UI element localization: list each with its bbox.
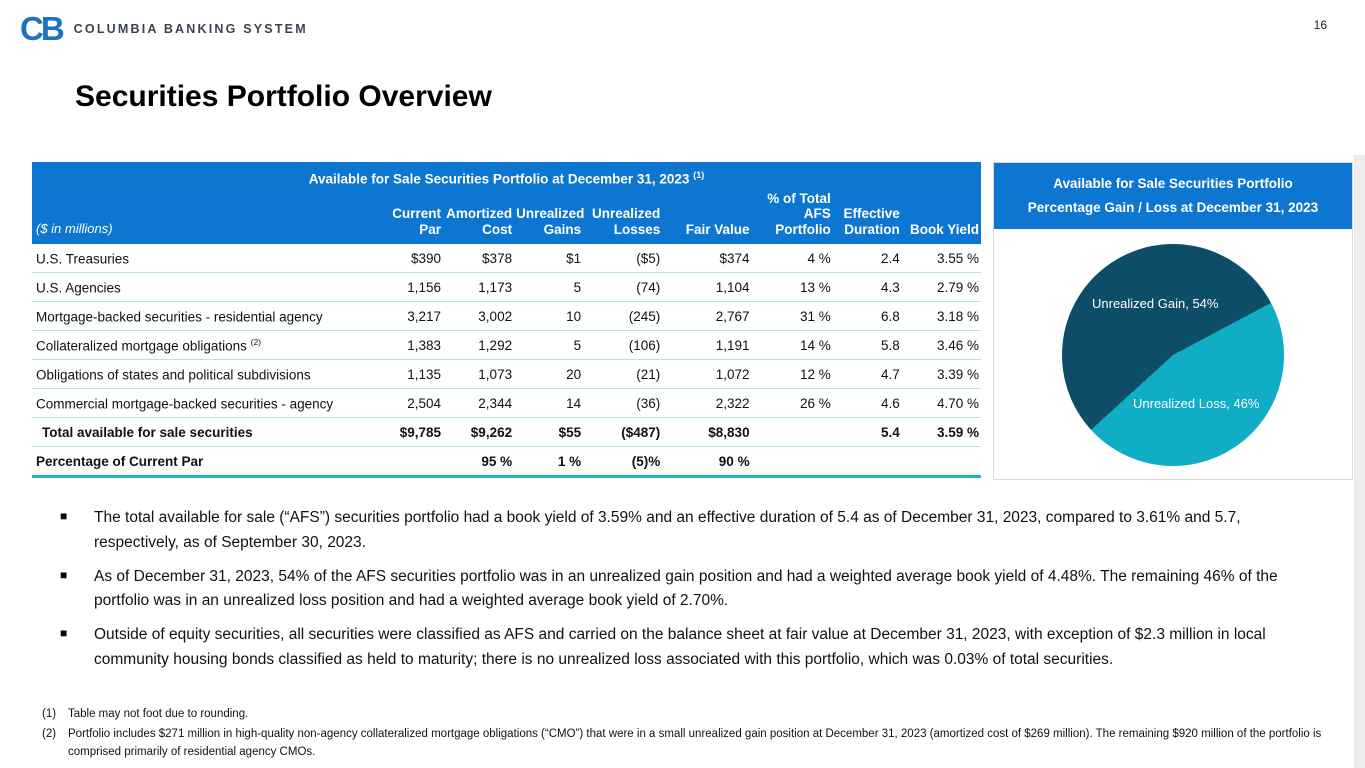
bullet-item (60, 506, 1298, 556)
bullet-square-icon: ■ (60, 509, 68, 523)
table-cell: 1,383 (407, 337, 442, 353)
table-cell: 14 % (799, 337, 831, 353)
footnote-item (42, 726, 1354, 761)
table-cell: (36) (636, 395, 661, 411)
table-cell: 4.7 (881, 366, 900, 382)
table-cell: 13 % (799, 279, 831, 295)
col-header-unrealized-gains: Unrealized Gains (514, 189, 583, 245)
pie-chart-title (994, 163, 1352, 229)
row-label (32, 360, 382, 389)
col-header-fair-value: Fair Value (662, 189, 751, 245)
row-label (32, 302, 382, 331)
table-cell: 6.8 (881, 308, 900, 324)
col-header-pct-total-afs: % of Total AFS Portfolio (752, 189, 833, 245)
table-cell (382, 447, 443, 477)
table-row (32, 273, 981, 302)
table-cell: ($5) (636, 250, 661, 266)
bullet-list (60, 506, 1298, 682)
pie-chart-panel (993, 162, 1353, 480)
table-cell: 5 (573, 279, 582, 295)
bullet-item (60, 623, 1298, 673)
footnote-text: Portfolio includes $271 million in high-quality non-agency collateralized mortgage obligations (“CMO”) that were in a small unrealized gain position at December 31, 2023 (amortized cost of $269 million). The remaining $920 million of the portfolio is comprised primarily of residential agency CMOs. (68, 728, 1322, 758)
col-header-effective-duration: Effective Duration (833, 189, 902, 245)
table-cell: 5 (573, 337, 582, 353)
unit-label: ($ in millions) (32, 189, 382, 245)
bullet-square-icon: ■ (60, 567, 68, 582)
slide-title: Securities Portfolio Overview (75, 80, 492, 113)
table-row (32, 360, 981, 389)
page-number: 16 (1313, 18, 1327, 32)
table-cell: $9,262 (470, 424, 513, 440)
table-cell: $8,830 (708, 424, 750, 440)
table-cell: 2,344 (478, 395, 513, 411)
table-cell: 1 % (557, 453, 582, 469)
table-cell: 2,504 (407, 395, 442, 411)
percentage-row (32, 447, 981, 477)
row-label (32, 331, 382, 360)
table-cell: (245) (628, 308, 661, 324)
table-cell: 90 % (718, 453, 750, 469)
row-label: Percentage of Current Par (36, 453, 204, 469)
table-cell: 3.18 % (936, 308, 979, 324)
bullet-text: As of December 31, 2023, 54% of the AFS securities portfolio was in an unrealized gain position and had a weighted average book yield of 4.48%. The remaining 46% of the portfolio was in an unrealized loss position and had a weighted average book yield of 2.70%. (94, 567, 1278, 610)
table-cell: 5.4 (881, 424, 900, 440)
table-cell: 1,191 (715, 337, 750, 353)
bullet-text: The total available for sale (“AFS”) securities portfolio had a book yield of 3.59% and an effective duration of 5.4 as of December 31, 2023, compared to 3.61% and 5.7, respectively, as of September 30, 2023. (94, 509, 1241, 551)
table-cell: (5)% (631, 453, 661, 469)
securities-table (32, 162, 981, 478)
row-label (32, 273, 382, 302)
row-label-text: Commercial mortgage-backed securities - agency (36, 396, 334, 412)
table-cell: 10 (566, 308, 582, 324)
table-cell: 2,767 (715, 308, 750, 324)
bullet-item (60, 565, 1298, 615)
bullet-square-icon: ■ (60, 626, 68, 641)
table-cell (833, 447, 902, 477)
row-label: Total available for sale securities (42, 424, 253, 440)
row-label-text: U.S. Agencies (36, 280, 121, 296)
table-row (32, 331, 981, 360)
table-cell: 95 % (481, 453, 513, 469)
footnotes (42, 706, 1354, 764)
table-cell: $378 (482, 250, 513, 266)
total-row (32, 418, 981, 447)
table-cell: 1,156 (407, 279, 442, 295)
table-header (32, 162, 981, 244)
table-row (32, 389, 981, 418)
col-header-book-yield: Book Yield (902, 189, 981, 245)
row-footnote-ref: (2) (250, 336, 262, 347)
table-cell: (74) (636, 279, 661, 295)
table-cell: 1,292 (478, 337, 513, 353)
table-cell: (106) (628, 337, 661, 353)
footnote-text: Table may not foot due to rounding. (68, 708, 249, 720)
row-label-text: Obligations of states and political subdivisions (36, 367, 311, 383)
table-cell: 20 (566, 366, 582, 382)
table-cell: 26 % (799, 395, 831, 411)
table-title-text: Available for Sale Securities Portfolio at December 31, 2023 (308, 171, 690, 187)
table-cell: 1,072 (715, 366, 750, 382)
table-cell: 4.70 % (936, 395, 979, 411)
pie-title-line-1: Available for Sale Securities Portfolio (1053, 176, 1293, 191)
table-cell: 12 % (799, 366, 831, 382)
row-label (32, 389, 382, 418)
table-row (32, 244, 981, 273)
table-cell: $1 (566, 250, 582, 266)
table-cell: $390 (411, 250, 442, 266)
table-cell: (21) (636, 366, 661, 382)
table-title-footnote-ref: (1) (693, 170, 705, 180)
table-cell (752, 418, 833, 447)
row-label-text: Collateralized mortgage obligations (36, 338, 247, 354)
securities-table-panel (32, 162, 981, 480)
table-cell: 14 (566, 395, 582, 411)
table-cell: ($487) (621, 424, 661, 440)
col-header-current-par: Current Par (382, 189, 443, 245)
table-cell (902, 447, 981, 477)
table-cell (752, 447, 833, 477)
table-row (32, 302, 981, 331)
company-logo (20, 9, 308, 48)
table-cell: 3,217 (407, 308, 442, 324)
row-label-text: Mortgage-backed securities - residential agency (36, 309, 323, 325)
table-cell: 4 % (807, 250, 831, 266)
table-cell: 3.46 % (936, 337, 979, 353)
table-title (32, 162, 981, 189)
content-row (32, 162, 1353, 480)
cb-logo-icon: CB (20, 9, 62, 48)
row-label (32, 244, 382, 273)
table-cell: 3,002 (478, 308, 513, 324)
pie-chart (1062, 244, 1284, 466)
table-cell: 1,173 (478, 279, 513, 295)
bullet-text: Outside of equity securities, all securities were classified as AFS and carried on the balance sheet at fair value at December 31, 2023, with exception of $2.3 million in local community housing bonds classified as held to maturity; there is no unrealized loss associated with this portfolio, which was 0.03% of total securities. (94, 626, 1266, 668)
footnote-item (42, 706, 1354, 723)
table-cell: 1,135 (407, 366, 442, 382)
col-header-unrealized-losses: Unrealized Losses (583, 189, 662, 245)
footnote-marker: (2) (42, 728, 57, 741)
table-cell: 31 % (799, 308, 831, 324)
table-cell: 4.6 (881, 395, 900, 411)
table-cell: $9,785 (399, 424, 442, 440)
pie-slice-label-gain: Unrealized Gain, 54% (1092, 295, 1219, 311)
table-cell: $374 (719, 250, 750, 266)
pie-slice-label-loss: Unrealized Loss, 46% (1133, 395, 1260, 411)
table-cell: 2.79 % (936, 279, 979, 295)
right-edge-strip (1354, 155, 1365, 768)
footnote-marker: (1) (42, 708, 57, 720)
table-cell: 1,104 (715, 279, 750, 295)
table-cell: 2.4 (881, 250, 900, 266)
table-cell: 3.55 % (936, 250, 979, 266)
table-cell: 2,322 (715, 395, 750, 411)
table-cell: 1,073 (478, 366, 513, 382)
table-cell: 4.3 (881, 279, 900, 295)
row-label-text: U.S. Treasuries (36, 251, 130, 267)
col-header-amortized-cost: Amortized Cost (443, 189, 514, 245)
table-cell: $55 (558, 424, 582, 440)
brand-name: COLUMBIA BANKING SYSTEM (73, 21, 308, 36)
table-cell: 5.8 (881, 337, 900, 353)
table-cell: 3.59 % (936, 424, 979, 440)
table-cell: 3.39 % (936, 366, 979, 382)
pie-title-line-2: Percentage Gain / Loss at December 31, 2023 (1027, 200, 1319, 216)
